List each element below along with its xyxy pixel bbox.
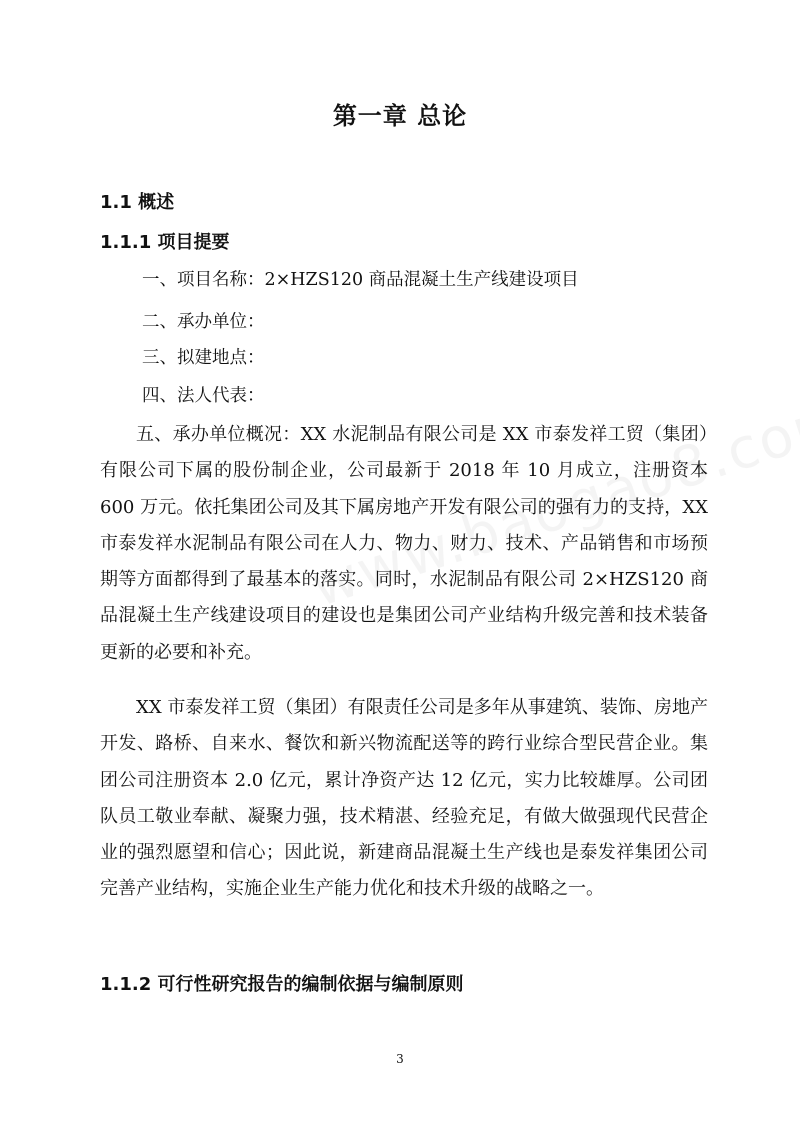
item-legal-rep: 四、法人代表：: [142, 386, 265, 406]
item-project-name: 一、项目名称：2×HZS120 商品混凝土生产线建设项目: [142, 270, 579, 290]
section-heading-1-1: 1.1 概述: [100, 192, 175, 213]
section-heading-1-1-2: 1.1.2 可行性研究报告的编制依据与编制原则: [100, 974, 464, 995]
item-organizer: 二、承办单位：: [142, 312, 265, 332]
paragraph-company-overview: 五、承办单位概况：XX 水泥制品有限公司是 XX 市泰发祥工贸（集团）有限公司下属的股份制企业，公司最新于 2018 年 10 月成立，注册资本 600 万元。依托集团公司及其下属房地产开发有限公司的强有力的支持，XX 市泰发祥水泥制品有限公司在人力、物力、财力、技术、产品销售和市场预期等方面都得到了最基本的落实。同时，水泥制品有限公司 2×HZS120 商品混凝土生产线建设项目的建设也是集团公司产业结构升级完善和技术装备更新的必要和补充。: [100, 424, 708, 663]
chapter-title: 第一章 总论: [332, 102, 468, 130]
section-heading-1-1-1: 1.1.1 项目提要: [100, 232, 230, 253]
item-location: 三、拟建地点：: [142, 348, 265, 368]
page-number: 3: [396, 1052, 404, 1066]
paragraph-group-overview: XX 市泰发祥工贸（集团）有限责任公司是多年从事建筑、装饰、房地产开发、路桥、自来水、餐饮和新兴物流配送等的跨行业综合型民营企业。集团公司注册资本 2.0 亿元，累计净资产达 12 亿元，实力比较雄厚。公司团队员工敬业奉献、凝聚力强，技术精湛、经验充足，有做大做强现代民营企业的强烈愿望和信心；因此说，新建商品混凝土生产线也是泰发祥集团公司完善产业结构，实施企业生产能力优化和技术升级的战略之一。: [100, 697, 708, 900]
